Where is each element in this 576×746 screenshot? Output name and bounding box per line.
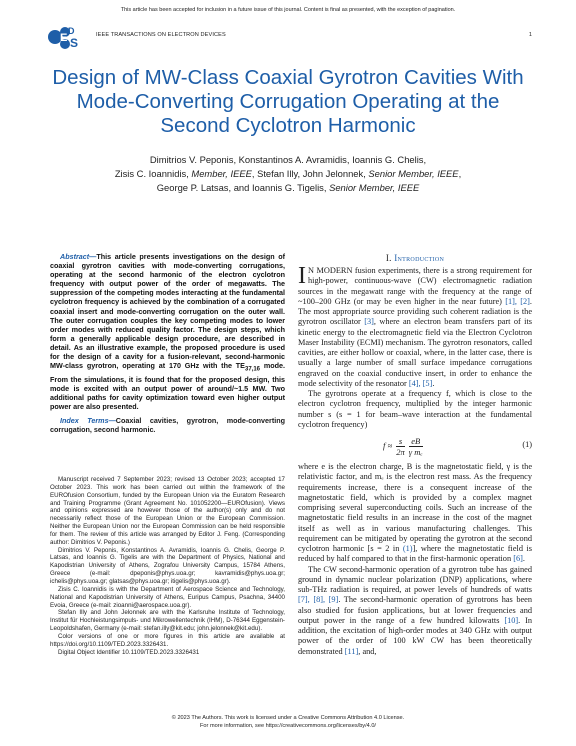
section-number: I. <box>385 253 395 263</box>
citation-link[interactable]: [7], [8], [9] <box>298 595 339 605</box>
index-terms-label: Index Terms— <box>60 416 116 426</box>
index-terms-text: Coaxial cavities, gyrotron, mode-converting corrugation, second harmonic. <box>50 416 286 435</box>
license-url[interactable]: For more information, see https://creativecommons.org/licenses/by/4.0/ <box>200 723 376 729</box>
author-line-1 <box>40 153 536 167</box>
left-column <box>50 252 285 434</box>
manuscript-note: Manuscript received 7 September 2023; revised 13 October 2023; accepted 17 October 2023. This work has been carried out within the framework of the EUROfusion Consortium, funded by the European Union via the Euratom Research and Training Programme (Grant Agreement No. 101052200—EUROfusion). Views and opinions expressed are however those of the author(s) only and do not necessarily reflect those of the European Union or the European Commission. Neither the European Union nor the European Commission can be held responsible for them. The review of this article was arranged by Editor J. Feng. (Corresponding author: Dimitrios V. Peponis.) <box>50 476 285 546</box>
authors-text-2e: , <box>458 168 462 179</box>
text-run: where e is the electron charge, B is the magnetostatic field, γ is the relativistic factor, and mₑ is the electron rest mass. As the frequency requirements increase, there is a consequent increase of the magnetostatic field, which is provided by a complex magnet comprising several superconducting coils. Such an increase of the magnetostatic field results in an increase in the cost of the magnet itself as well as in various manufacturing challenges. This requirement can be mitigated by operating the gyrotron at the second cyclotron harmonic [s = 2 in <box>298 462 532 553</box>
text-run: . <box>432 378 435 388</box>
doi-note: Digital Object Identifier 10.1109/TED.2023.3326431 <box>58 648 200 656</box>
right-column <box>298 253 532 657</box>
abstract <box>50 252 285 411</box>
eq-lhs: f ≈ <box>383 440 393 451</box>
citation-link[interactable]: [10] <box>504 615 519 625</box>
equation-number: (1) <box>522 440 532 449</box>
text-run: , and, <box>358 646 377 656</box>
text-run: , where an electron beam transfers part of its kinetic energy to the electromagnetic field via the Electron Cyclotron Maser Instability (ECMI) mechanism. The gyrotron resonators, called cavities, are either hollow or coaxial, where, in the latter case, there is usually a large number of small surface impedance corrugations engraved on the coaxial conductive insert, in order to enhance the mode selectivity of the resonator <box>298 317 532 388</box>
fraction <box>396 436 405 457</box>
text-run: . The most appropriate source providing such coherent radiation is the gyrotron oscillator <box>298 296 532 327</box>
citation-link[interactable]: [4], [5] <box>408 378 433 388</box>
abstract-text-a: This article presents investigations on the design of coaxial gyrotron cavities with mode-converting corrugations, operating at the second harmonic of the electron cyclotron frequency with output power of the order of megawatts. The suppression of the competing modes interacting at the fundamental cyclotron frequency is achieved by the combination of a corrugated coaxial insert and mode-converting corrugation on the outer wall. The outer corrugation couples the key competing modes to lower order modes with reduced quality factor. The design steps, which form a generally applicable design procedure, are described in detail. As an illustrative example, the proposed procedure is used for the design of a cavity for a fusion-relevant, second-harmonic MW-class gyrotron, operating at 170 GHz with the TE <box>50 252 285 371</box>
affiliation-note: Dimitrios V. Peponis, Konstantinos A. Avramidis, Ioannis G. Chelis, George P. Latsas, and Ioannis G. Tigelis are with the Department of Physics, National and Kapodistrian University of Athens, Zografou University Campus, 15784 Athens, Greece (e-mail: dpeponis@phys.uoa.gr; kavramidis@phys.uoa.gr; ichelis@phys.uoa.gr; glatsas@phys.uoa.gr; itigelis@phys.uoa.gr). <box>50 546 285 585</box>
citation-link[interactable]: [6] <box>513 554 523 564</box>
affiliation-note: Stefan Illy and John Jelonnek are with the Karlsruhe Institute of Technology, Institut für Hochleistungsimpuls- und Mikrowellentechnik (IHM), D-76344 Eggenstein-Leopoldshafen, Germany (e-mail: stefan.illy@kit.edu; john.jelonnek@kit.edu). <box>50 609 285 633</box>
text-run: ], where the magnetostatic field is reduced by half compared to that in the first-harmonic operation <box>298 544 532 564</box>
text-run: N MODERN fusion experiments, there is a strong requirement for high-power, continuous-wave (CW) electromagnetic radiation sources in the megawatt range with the frequency at the range of ~100–200 GHz (or may be even higher in the near future) <box>298 266 532 306</box>
author-list <box>40 153 536 195</box>
svg-text:E: E <box>60 32 68 44</box>
abstract-label: Abstract— <box>60 252 97 261</box>
membership-grade: Senior Member, IEEE <box>329 182 420 193</box>
eq-denominator: γ mₑ <box>408 447 423 457</box>
equation-formula <box>383 436 425 457</box>
eds-society-logo-icon <box>46 22 86 52</box>
abstract-text-b: mode. From the simulations, it is found that for the proposed design, this mode is excited with an output power of around/~1.5 MW. Two additional paths for cavity optimization toward even higher output power are also presented. <box>50 361 285 411</box>
svg-text:D: D <box>68 26 75 36</box>
acceptance-note: This article has been accepted for inclusion in a future issue of this journal. Content is final as presented, with the exception of pagination. <box>120 7 456 13</box>
text-run: The CW second-harmonic operation of a gyrotron tube has gained ground in dynamic nuclear polarization (DNP) applications, where sub-THz radiation is required, at power levels of hundreds of watts <box>298 564 532 594</box>
text-run: . <box>522 554 525 564</box>
authors-text-1: Dimitrios V. Peponis, Konstantinos A. Avramidis, Ioannis G. Chelis, <box>149 154 427 165</box>
intro-paragraph-1 <box>298 263 532 389</box>
fraction <box>409 436 423 457</box>
svg-text:S: S <box>70 36 79 50</box>
affiliation-note: Zisis C. Ioannidis is with the Department of Aerospace Science and Technology, National and Kapodistrian University of Athens, Euripus Campus, Psachna, 34400 Evoia, Greece (e-mail: zioanni@aerospace.uoa.gr). <box>50 585 285 609</box>
section-title: Introduction <box>394 253 445 263</box>
mode-subscript: 37,16 <box>244 366 260 373</box>
citation-link[interactable]: [11] <box>344 646 359 656</box>
citation-link[interactable]: [3] <box>364 317 374 327</box>
authors-text-2c: , Stefan Illy, John Jelonnek, <box>251 168 369 179</box>
intro-paragraph-3 <box>298 462 532 565</box>
intro-paragraph-4 <box>298 565 532 657</box>
eq-numerator: s <box>396 436 405 447</box>
author-line-3 <box>40 181 536 195</box>
text-run: . The second-harmonic operation of gyrotrons has been also studied for fusion applications, but at lower frequencies and output power in the range of a few hundred kilowatts <box>298 595 532 625</box>
drop-cap: I <box>298 263 306 289</box>
membership-grade: Senior Member, IEEE <box>368 168 459 179</box>
color-versions-note: Color versions of one or more figures in this article are available at https://doi.org/10.1109/TED.2023.3326431. <box>50 632 285 648</box>
equation-1 <box>298 432 532 460</box>
page-number: 1 <box>528 32 532 38</box>
eq-numerator: eB <box>409 436 423 447</box>
paper-title: Design of MW-Class Coaxial Gyrotron Cavities With Mode-Converting Corrugation Operating at the Second Cyclotron Harmonic <box>52 66 524 137</box>
journal-name: IEEE TRANSACTIONS ON ELECTRON DEVICES <box>96 32 226 38</box>
equation-link[interactable]: (1) <box>402 544 413 553</box>
index-terms <box>50 416 285 434</box>
citation-link[interactable]: [1], [2] <box>505 296 530 306</box>
license-line: © 2023 The Authors. This work is licensed under a Creative Commons Attribution 4.0 License. <box>171 715 405 721</box>
authors-text-2a: Zisis C. Ioannidis, <box>114 168 192 179</box>
page-header <box>46 22 532 50</box>
footnotes <box>50 476 285 656</box>
section-heading <box>298 253 532 263</box>
membership-grade: Member, IEEE <box>191 168 252 179</box>
author-line-2 <box>40 167 536 181</box>
authors-text-3a: George P. Latsas, and Ioannis G. Tigelis, <box>156 182 330 193</box>
license-footer <box>0 714 576 730</box>
eq-denominator: 2π <box>396 447 405 457</box>
intro-paragraph-2: The gyrotrons operate at a frequency f, which is close to the electron cyclotron frequency, multiplied by the integer harmonic number s (s = 1 for beam–wave interaction at the fundamental cyclotron frequency) <box>298 389 532 429</box>
text-run: . In addition, the excitation of high-order modes at 340 GHz with output power of the order of 100 kW CW has been theoretically demonstrated <box>298 615 532 656</box>
